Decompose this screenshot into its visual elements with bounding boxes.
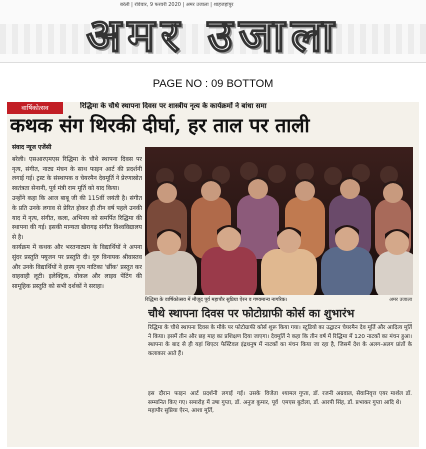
article-column-3a: इस दौरान फाइन आर्ट प्रदर्शनी लगाई गई। उसके विजेता सम्मानित किए गए। समारोह में उषा गुप्ता, डॉ. अनुज कुमार, पूर्व महापौर सुप्रिया ऐरन, आशा मूर्ति, xyxy=(148,391,278,415)
article-column-2: रिद्धिमा के चौथे स्थापना दिवस के मौके पर फोटोग्राफी कोर्स शुरू किया गया। स्टूडियो का उद्घाटन चेयरमैन देव मूर्ति और आदित्य मूर्ति ने किया। इसमें तीन और छह माह का प्रशिक्षण दिया जाएगा। देवमूर्ति ने कहा कि तीन वर्ष में रिद्धिमा में 120 नाटकों का मंचन हुआ। स्थापना के बाद से ही यहां थिएटर फेस्टिवल इंद्रधनुष में नाटकों का मंचन किया जा रहा है, जिसमें देश के अलग-अलग प्रांतों के कलाकार आते हैं। xyxy=(148,325,412,357)
page-number-label: PAGE NO : 09 BOTTOM xyxy=(152,78,274,90)
article-kicker: रिद्धिमा के चौथे स्थापना दिवस पर शास्त्रीय नृत्य के कार्यक्रमों ने बांधा समा xyxy=(80,102,267,110)
article-headline: कथक संग थिरकी दीर्घा, हर ताल पर ताली xyxy=(10,114,310,137)
newspaper-logo: अमर उजाला xyxy=(86,8,340,62)
paragraph-3: कार्यक्रम में कथक और भरतनाट्यम के विद्यार्थियों ने अपना सुंदर प्रस्तुति फ्यूजन पर प्रस्तुति दी। गुरु विनायक श्रीवास्तव और उनके विद्यार्थियों ने हास्य नृत्य नाटिका 'छींक' प्रस्तुत कर वाहवाही लूटी। इलेक्ट्रिक, वोकल और लाइव पेंटिंग की सामूहिक प्रस्तुति को सभी दर्शकों ने सराहा। xyxy=(12,244,142,290)
photo-credit: अमर उजाला xyxy=(389,297,412,303)
sub-headline: चौथे स्थापना दिवस पर फोटोग्राफी कोर्स का शुभारंभ xyxy=(148,306,412,323)
section-tag: वार्षिकोत्सव xyxy=(7,102,63,114)
article-column-1 xyxy=(12,155,142,445)
article-column-3b: श्यामल गुप्ता, डॉ. रजनी अग्रवाल, सेवानिवृत्त एयर मार्शल डॉ. एमएस बुटोला, डॉ. आरपी सिंह, डॉ. प्रभाकर गुप्ता आदि थे। xyxy=(282,391,412,406)
photo-caption: रिद्धिमा के वार्षिकोत्सव में मौजूद पूर्व महापौर सुप्रिया ऐरन व गण्यमान्य नागरिक। xyxy=(145,297,288,303)
paragraph-1: बरेली। एसआरएमएस रिद्धिमा के चौथे स्थापना दिवस पर नृत्य, संगीत, नाट्य मंचन के साथ फाइन आर्ट की प्रदर्शनी लगाई गई। ट्रस्ट के संस्थापक व चेयरमैन देवमूर्ति ने प्रेरणास्रोत स्वतंत्रता सेनानी, पूर्व मंत्री राम मूर्ति को याद किया। xyxy=(12,156,142,192)
masthead-date-line: बरेली | रविवार, 9 फरवरी 2020 | अमर उजाला | शाहजहांपुर xyxy=(120,2,234,8)
event-photo xyxy=(145,147,413,295)
audience-photo-illustration xyxy=(145,147,413,295)
paragraph-2: उन्होंने कहा कि आज बाबू जी की 115वीं जयंती है। संगीत के प्रति उनके लगाव से प्रेरित होकर ही तीन वर्ष पहले उनकी याद में नृत्य, संगीत, कला, अभिनय को समर्पित रिद्धिमा की स्थापना की गई। इसकी मान्यता खैरागढ़ संगीत विश्वविद्यालय से है। xyxy=(12,195,142,241)
newspaper-masthead xyxy=(0,0,426,63)
article-byline: संवाद न्यूज एजेंसी xyxy=(12,144,52,151)
